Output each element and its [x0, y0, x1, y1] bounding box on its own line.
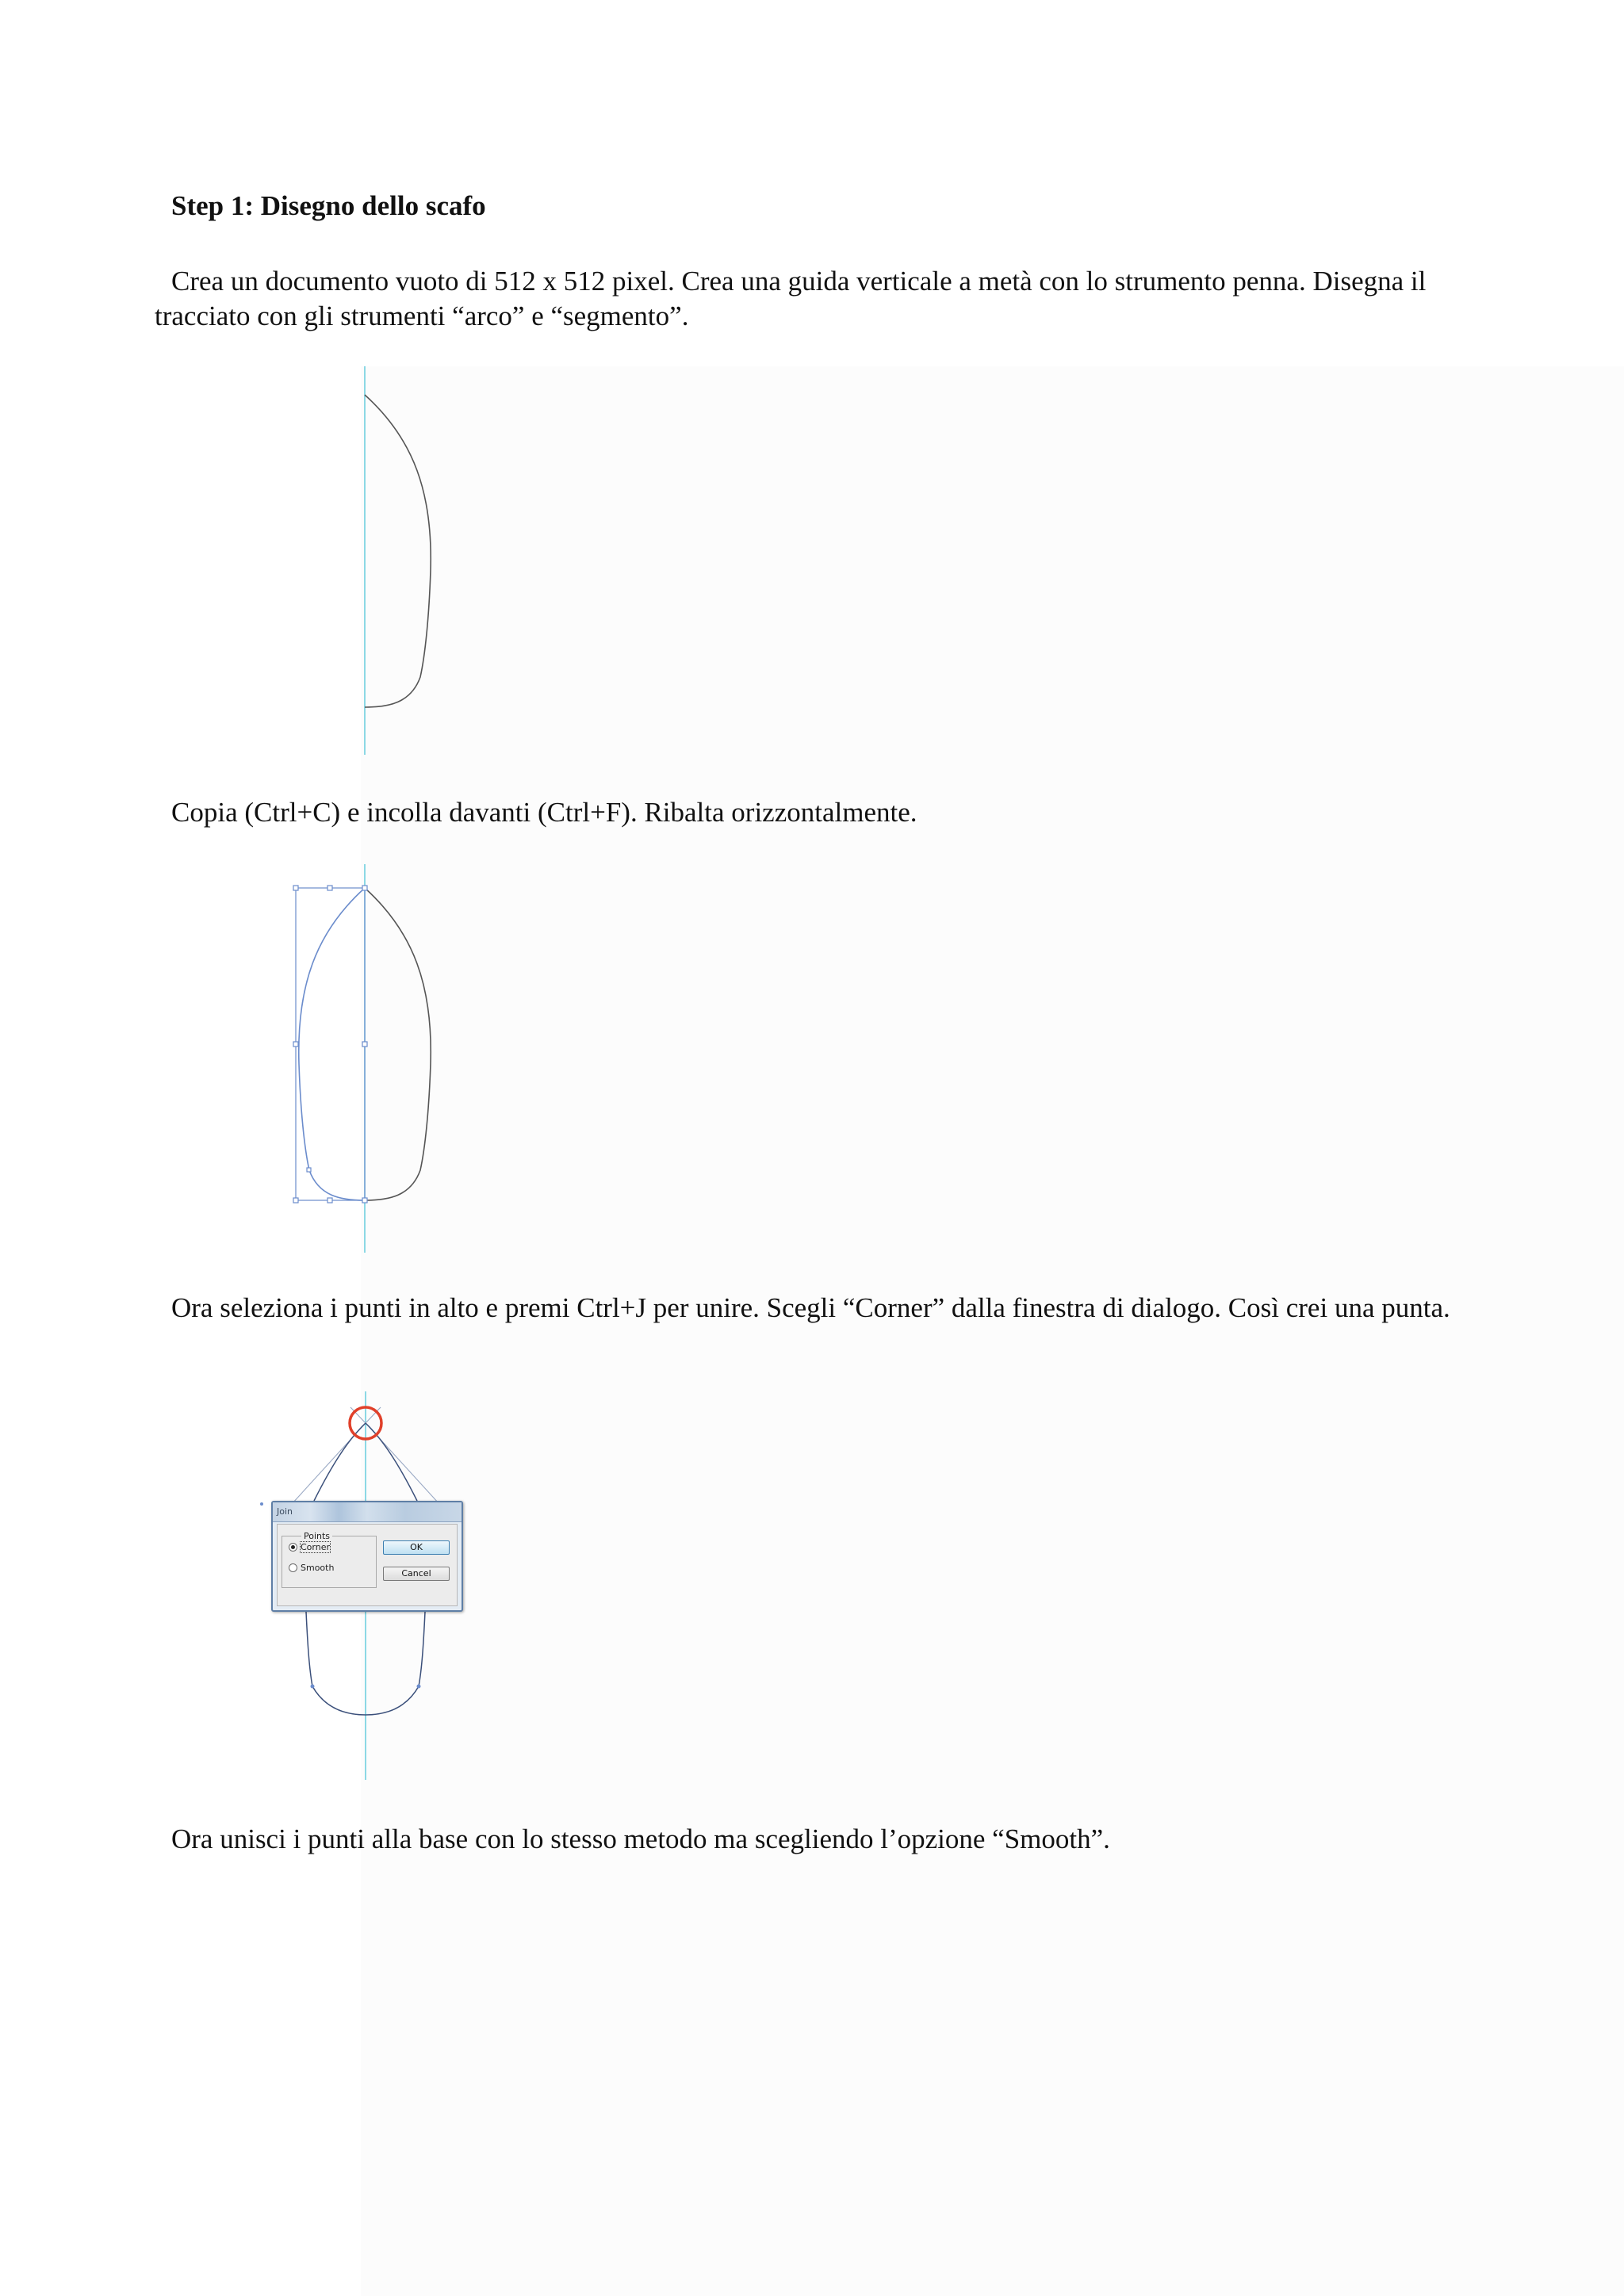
anchor-point-marker — [311, 1685, 315, 1689]
paragraph-step-join-corner: Ora seleziona i punti in alto e premi Ctrl+J per unire. Scegli “Corner” dalla finestra di dialogo. Così crei una punta. — [171, 1292, 1450, 1323]
paragraph-step-join-smooth: Ora unisci i punti alla base con lo stesso metodo ma scegliendo l’opzione “Smooth”. — [171, 1823, 1110, 1854]
radio-button-checked[interactable] — [289, 1543, 297, 1552]
radio-option-smooth[interactable] — [289, 1563, 334, 1573]
hull-right-path — [365, 888, 431, 1200]
hull-left-path-selected — [299, 888, 365, 1200]
radio-button-unchecked[interactable] — [289, 1563, 297, 1572]
anchor-point-marker — [417, 1685, 421, 1689]
dialog-titlebar[interactable] — [273, 1502, 462, 1522]
points-group-label: Points — [301, 1531, 332, 1541]
figure-half-hull — [301, 366, 460, 763]
hull-top-left-path — [314, 1423, 366, 1501]
paragraph-step-create-path: Crea un documento vuoto di 512 x 512 pixel. Crea una guida verticale a metà con lo strumento penna. Disegna il tracciato con gli strumenti “arco” e “segmento”. — [155, 266, 1427, 331]
figure-join-dialog — [254, 1391, 492, 1788]
anchor-point-marker — [260, 1502, 263, 1506]
radio-label-corner: Corner — [301, 1542, 331, 1552]
dialog-body — [277, 1524, 458, 1606]
join-dialog-window — [271, 1501, 463, 1612]
ok-button[interactable]: OK — [383, 1540, 450, 1555]
hull-half-path — [365, 395, 431, 707]
hull-top-right-path — [366, 1423, 417, 1501]
page-heading: Step 1: Disegno dello scafo — [171, 190, 486, 221]
radio-option-corner[interactable] — [289, 1542, 330, 1552]
cancel-button[interactable]: Cancel — [383, 1567, 450, 1581]
figure-mirrored-hull — [270, 864, 460, 1261]
radio-label-smooth: Smooth — [301, 1563, 335, 1573]
selection-handles — [293, 886, 367, 1203]
dialog-title: Join — [277, 1506, 293, 1517]
page-background — [361, 366, 1624, 2296]
paragraph-step-copy-flip: Copia (Ctrl+C) e incolla davanti (Ctrl+F). Ribalta orizzontalmente. — [171, 797, 917, 828]
